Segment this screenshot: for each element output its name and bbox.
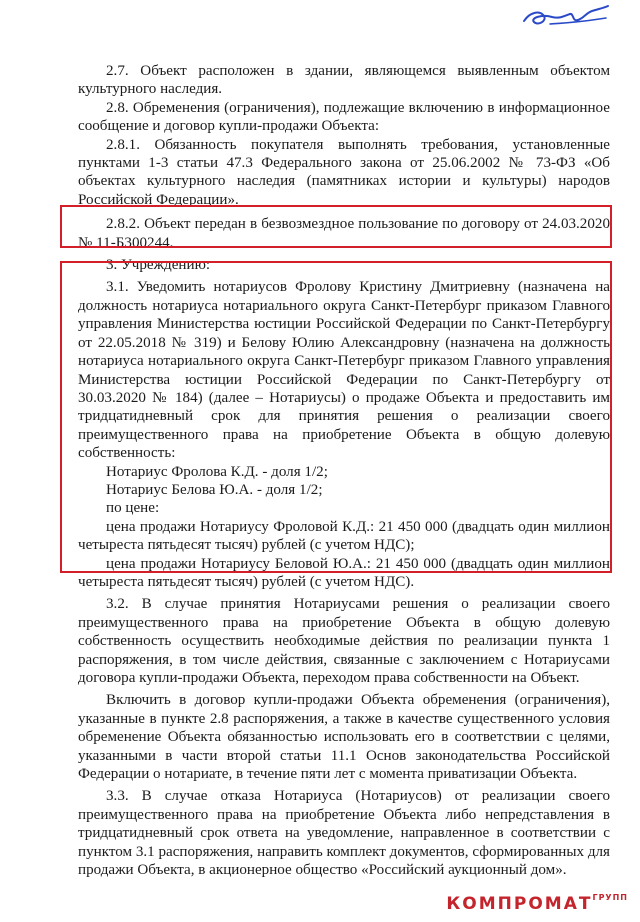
price-belova: цена продажи Нотариусу Беловой Ю.А.: 21 450 000 (двадцать один миллион четыреста пятьдесят тысяч) рублей (с учетом НДС). (78, 555, 610, 590)
handwritten-signature (520, 4, 612, 30)
clause-3-1: 3.1. Уведомить нотариусов Фролову Кристину Дмитриевну (назначена на должность нотариуса нотариального округа Санкт-Петербург приказом Главного управления Министерства юстиции Российской Федерации по Санкт-Петербургу от 22.05.2018 № 319) и Белову Юлию Александровну (назначена на должность нотариуса нотариального округа Санкт-Петербург приказом Главного управления Министерства юстиции Российской Федерации по Санкт-Петербургу от 30.03.2020 № 184) (далее – Нотариусы) о продаже Объекта и предоставить им тридцатидневный срок для принятия решения о реализации своего преимущественного права на приобретение Объекта в общую долевую собственность: (78, 279, 610, 462)
price-label: по цене: (106, 500, 160, 517)
clause-2-8-2: 2.8.2. Объект передан в безвозмездное пользование по договору от 24.03.2020 № 11-Б300244. (78, 216, 610, 251)
clause-2-7: 2.7. Объект расположен в здании, являющемся выявленным объектом культурного наследия. (78, 63, 610, 98)
highlight-box-clause-3-1 (60, 261, 612, 573)
watermark-main: КОМПРОМАТ (446, 894, 593, 914)
clause-2-8: 2.8. Обременения (ограничения), подлежащие включению в информационное сообщение и договор купли-продажи Объекта: (78, 99, 610, 135)
watermark (446, 894, 628, 914)
clause-3-2-include: Включить в договор купли-продажи Объекта обременения (ограничения), указанные в пункте 2.8 распоряжения, а также в качестве существенного условия обременение Объекта обязанностью использовать его в соответствии с целями, указанными в части второй статьи 11.1 Основ законодательства Российской Федерации о нотариате, в течение пяти лет с момента приватизации Объекта. (78, 692, 610, 783)
notary-share-frolova: Нотариус Фролова К.Д. - доля 1/2; (106, 463, 328, 480)
highlight-box-clause-2-8-2 (60, 205, 612, 248)
clause-3-2: 3.2. В случае принятия Нотариусами решения о реализации своего преимущественного права на приобретение Объекта в общую долевую собственность осуществить необходимые действия по реализации пункта 1 распоряжения, в том числе действия, связанные с заключением с Нотариусами договора купли-продажи Объекта, переходом права собственности на Объект. (78, 596, 610, 686)
clause-3-heading: 3. Учреждению: (106, 257, 211, 274)
watermark-sup: ГРУПП (592, 893, 628, 902)
clause-2-8-1: 2.8.1. Обязанность покупателя выполнять требования, установленные пунктами 1-3 статьи 47.3 Федерального закона от 25.06.2002 № 73-ФЗ «Об объектах культурного наследия (памятниках истории и культуры) народов Российской Федерации». (78, 136, 610, 208)
notary-share-belova: Нотариус Белова Ю.А. - доля 1/2; (106, 481, 323, 498)
price-frolova: цена продажи Нотариусу Фроловой К.Д.: 21 450 000 (двадцать один миллион четыреста пятьдесят тысяч) рублей (с учетом НДС); (78, 518, 610, 554)
clause-3-3: 3.3. В случае отказа Нотариуса (Нотариусов) от реализации своего преимущественного права на приобретение Объекта либо непредставления в тридцатидневный срок ответа на уведомление, направленное в соответствии с пунктом 3.1 распоряжения, направить комплект документов, сформированных для продажи Объекта, в акционерное общество «Российский аукционный дом». (78, 788, 610, 879)
